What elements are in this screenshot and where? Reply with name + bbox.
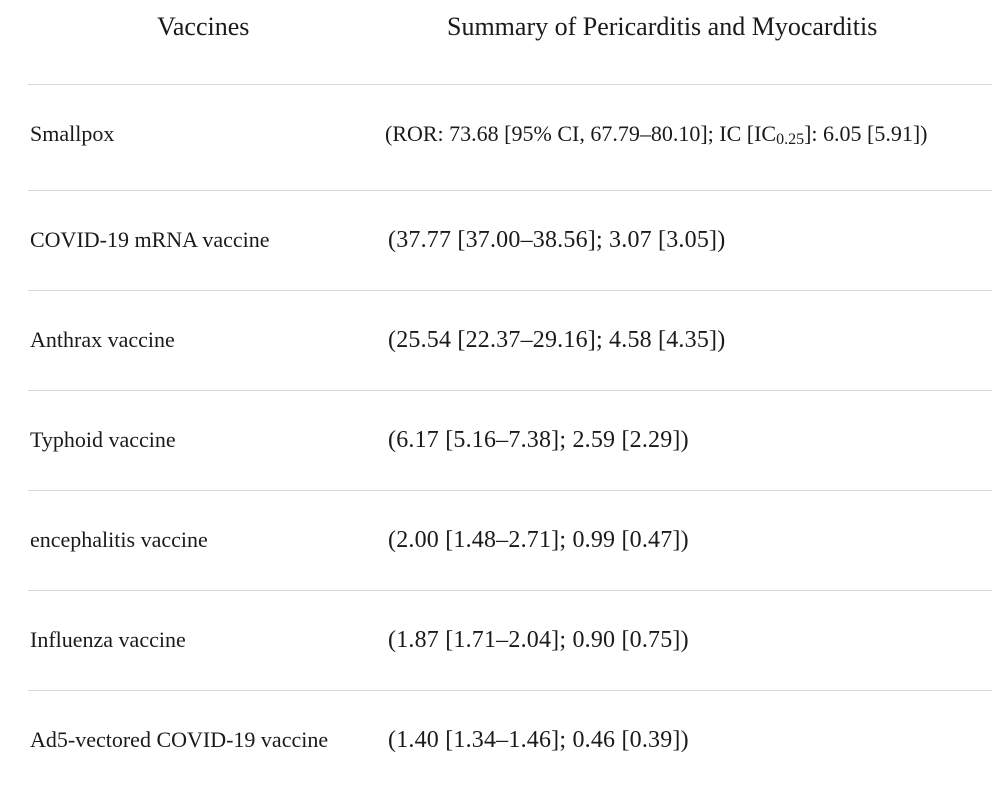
vaccine-name: Influenza vaccine (30, 627, 186, 652)
vaccine-name: Smallpox (30, 121, 115, 146)
table-row (0, 690, 1000, 776)
summary-value: (1.40 [1.34–1.46]; 0.46 [0.39]) (388, 726, 689, 753)
column-header-summary: Summary of Pericarditis and Myocarditis (447, 12, 878, 41)
table-row (0, 190, 1000, 290)
summary-value: (2.00 [1.48–2.71]; 0.99 [0.47]) (388, 526, 689, 553)
summary-value-text: ]: 6.05 [5.91]) (804, 121, 928, 146)
table-row (0, 290, 1000, 390)
table-header (0, 0, 1000, 80)
summary-value: (37.77 [37.00–38.56]; 3.07 [3.05]) (388, 226, 726, 253)
summary-value-text: (ROR: 73.68 [95% CI, 67.79–80.10]; IC [IC (385, 121, 777, 146)
vaccine-name: Ad5-vectored COVID-19 vaccine (30, 727, 329, 752)
subscript-text: 0.25 (776, 131, 805, 148)
vaccine-name: Anthrax vaccine (30, 327, 175, 352)
vaccine-name: COVID-19 mRNA vaccine (30, 227, 270, 252)
vaccine-name: Typhoid vaccine (30, 427, 176, 452)
summary-value: (25.54 [22.37–29.16]; 4.58 [4.35]) (388, 326, 726, 353)
vaccine-name: encephalitis vaccine (30, 527, 208, 552)
summary-value: (6.17 [5.16–7.38]; 2.59 [2.29]) (388, 426, 689, 453)
summary-value (385, 84, 928, 184)
summary-value: (1.87 [1.71–2.04]; 0.90 [0.75]) (388, 626, 689, 653)
table-row (0, 390, 1000, 490)
column-header-vaccines: Vaccines (157, 12, 250, 41)
table-row (0, 590, 1000, 690)
table-row (0, 84, 1000, 184)
table-row (0, 490, 1000, 590)
